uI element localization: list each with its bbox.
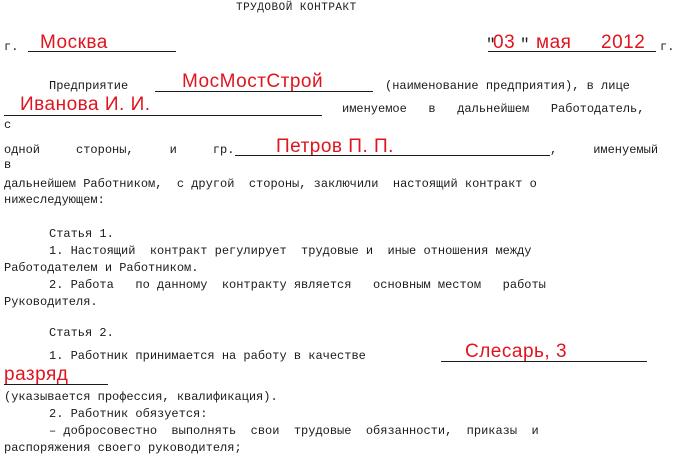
article-2-p2-text: 2. Работник обязуется: — [49, 407, 208, 421]
article-1-p2-line1: 2. Работа по данному контракту является основным местом работы — [49, 278, 546, 292]
profession-field[interactable]: Слесарь, 3 — [465, 341, 568, 362]
article-1-p2-line2: Руководителя. — [4, 295, 98, 309]
date-open-quote: " — [486, 36, 496, 54]
date-underline — [488, 51, 656, 52]
article-1-p1-line2: Работодателем и Работником. — [4, 261, 199, 275]
article-2-p1-text: 1. Работник принимается на работу в качестве — [49, 349, 366, 363]
contract-line-2: нижеследующем: — [4, 193, 105, 207]
enterprise-label: Предприятие — [49, 79, 129, 93]
worker-underline — [235, 155, 550, 156]
wrap-v: в — [4, 158, 12, 172]
profession-underline-cont — [4, 384, 108, 385]
enterprise-hint: (наименование предприятия), в лице — [385, 79, 630, 93]
enterprise-underline — [155, 91, 373, 92]
document-title: ТРУДОВОЙ КОНТРАКТ — [236, 2, 357, 14]
profession-field-cont[interactable]: разряд — [4, 364, 69, 385]
article-2-p3-line1: – добросовестно выполнять свои трудовые обязанности, приказы и — [49, 424, 539, 438]
city-field[interactable]: Москва — [40, 32, 108, 53]
date-year-field[interactable]: 2012 — [601, 32, 646, 53]
city-prefix: г. — [4, 40, 19, 54]
date-suffix: г. — [660, 40, 675, 54]
article-1-heading: Статья 1. — [49, 227, 114, 241]
named-text: , именуемый — [550, 143, 659, 157]
contract-line-1: дальнейшем Работником, с другой стороны, заключили настоящий контракт о — [4, 177, 537, 191]
date-close-quote: " — [520, 36, 530, 54]
article-2-heading: Статья 2. — [49, 326, 114, 340]
city-underline — [28, 51, 176, 52]
article-2-p3-line2: распоряжения своего руководителя; — [4, 441, 242, 455]
enterprise-field[interactable]: МосМостСтрой — [182, 71, 324, 92]
director-field[interactable]: Иванова И. И. — [20, 94, 151, 115]
employer-text: именуемое в дальнейшем Работодатель, — [342, 102, 645, 116]
one-side-text: одной стороны, и гр. — [4, 143, 235, 157]
director-underline — [4, 115, 322, 116]
date-month-field[interactable]: мая — [536, 32, 572, 53]
wrap-c: с — [4, 118, 12, 132]
article-1-p1-line1: 1. Настоящий контракт регулирует трудовые и иные отношения между — [49, 244, 532, 258]
profession-hint: (указывается профессия, квалификация). — [4, 390, 278, 404]
date-day-field[interactable]: 03 — [493, 32, 516, 53]
worker-field[interactable]: Петров П. П. — [276, 136, 394, 157]
profession-underline — [441, 361, 647, 362]
